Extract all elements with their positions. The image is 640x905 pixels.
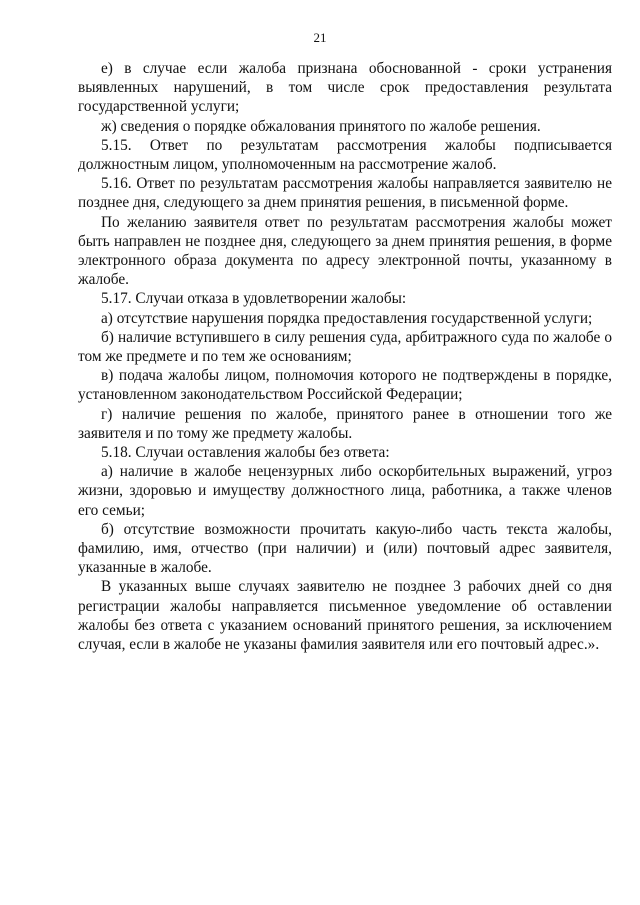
paragraph-5-18-heading: 5.18. Случаи оставления жалобы без ответа: bbox=[101, 444, 390, 462]
page-number: 21 bbox=[313, 30, 327, 45]
paragraph-item-e: е) в случае если жалоба признана обоснованной - сроки устранения выявленных нарушений, в том числе срок предоставления результата государственной услуги; bbox=[78, 60, 612, 116]
paragraph-5-18-a: а) наличие в жалобе нецензурных либо оскорбительных выражений, угроз жизни, здоровью и имуществу должностного лица, работника, а также членов его семьи; bbox=[78, 463, 612, 519]
paragraph-5-17-a: а) отсутствие нарушения порядка предоставления государственной услуги; bbox=[101, 309, 593, 327]
paragraph-electronic-response: По желанию заявителя ответ по результатам рассмотрения жалобы может быть направлен не позднее дня, следующего за днем принятия решения, в форме электронного образа документа по адресу электронной почты, указанному в жалобе. bbox=[78, 213, 612, 289]
paragraph-5-17-g: г) наличие решения по жалобе, принятого ранее в отношении того же заявителя и по тому же предмету жалобы. bbox=[78, 405, 612, 442]
paragraph-5-17-v: в) подача жалобы лицом, полномочия которого не подтверждены в порядке, установленном законодательством Российской Федерации; bbox=[78, 367, 612, 404]
paragraph-5-17-heading: 5.17. Случаи отказа в удовлетворении жалобы: bbox=[101, 290, 407, 308]
paragraph-item-zh: ж) сведения о порядке обжалования принятого по жалобе решения. bbox=[101, 117, 541, 135]
paragraph-5-15: 5.15. Ответ по результатам рассмотрения жалобы подписывается должностным лицом, уполномоченным на рассмотрение жалоб. bbox=[78, 136, 612, 174]
paragraph-5-17-b: б) наличие вступившего в силу решения суда, арбитражного суда по жалобе о том же предмете и по тем же основаниям; bbox=[78, 328, 612, 366]
paragraph-5-18-b: б) отсутствие возможности прочитать какую-либо часть текста жалобы, фамилию, имя, отчество (при наличии) и (или) почтовый адрес заявителя, указанные в жалобе. bbox=[78, 520, 612, 577]
paragraph-5-16: 5.16. Ответ по результатам рассмотрения жалобы направляется заявителю не позднее дня, следующего за днем принятия решения, в письменной форме. bbox=[78, 175, 612, 212]
document-body bbox=[78, 59, 612, 654]
paragraph-closing-notice: В указанных выше случаях заявителю не позднее 3 рабочих дней со дня регистрации жалобы направляется письменное уведомление об оставлении жалобы без ответа с указанием оснований принятого решения, за исключением случая, если в жалобе не указаны фамилия заявителя или его почтовый адрес.». bbox=[78, 578, 612, 654]
